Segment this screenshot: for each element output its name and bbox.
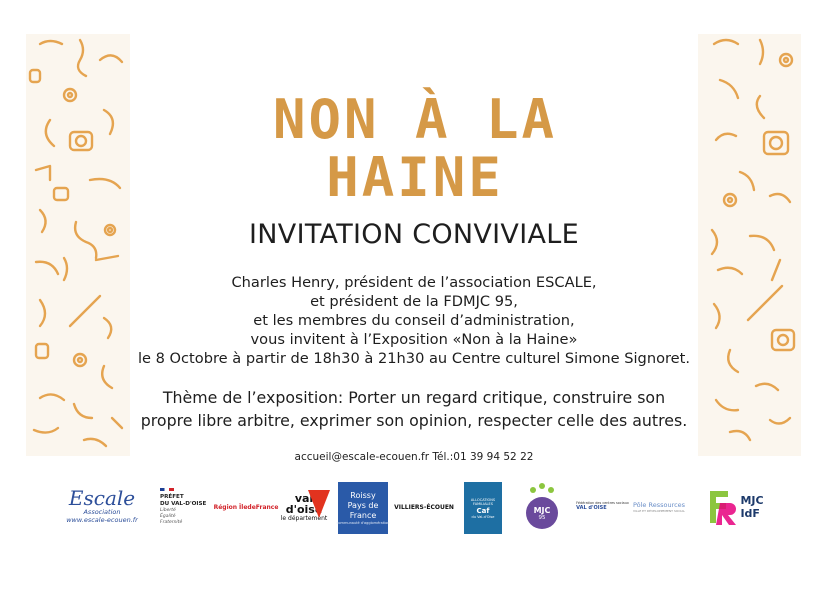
valoise-line-1: val	[294, 492, 314, 505]
roissy-logo	[338, 482, 388, 534]
federation-line-1: Fédération des centres sociaux	[576, 500, 629, 505]
valoise-logo	[276, 488, 332, 528]
roissy-line-4: communauté d'agglomération	[336, 520, 390, 525]
french-flag-icon	[160, 488, 174, 491]
theme-line: propre libre arbitre, exprimer son opinion, respecter celle des autres.	[140, 411, 688, 430]
body-line: et président de la FDMJC 95,	[310, 293, 518, 310]
body-line: Charles Henry, président de l’association ESCALE,	[231, 274, 597, 291]
prefet-line-1: PRÉFET	[160, 494, 184, 500]
escale-website: www.escale-ecouen.fr	[66, 516, 138, 524]
prefet-line-2: DU VAL-D'OISE	[160, 501, 207, 507]
v-shape-icon	[308, 490, 330, 518]
title-logo-line-2: HAINE	[326, 146, 504, 209]
partner-logos	[0, 478, 827, 538]
theme-line: Thème de l’exposition: Porter un regard critique, construire son	[162, 388, 666, 407]
page-title: INVITATION CONVIVIALE	[249, 219, 579, 250]
region-part-1: Région	[213, 503, 238, 511]
escale-name: Escale	[68, 486, 136, 510]
prefet-motto-3: Fraternité	[160, 520, 183, 525]
caf-line-4: du Val-d'Oise	[471, 514, 495, 519]
roissy-line-1: Roissy	[350, 490, 376, 500]
caf-logo	[464, 482, 502, 534]
escale-sub: Association	[83, 508, 121, 516]
roissy-line-2: Pays de	[347, 500, 379, 510]
federation-logo	[574, 492, 628, 520]
prefet-logo	[160, 488, 212, 526]
body-line: vous invitent à l’Exposition «Non à la Haine»	[250, 331, 578, 348]
caf-line-3: Caf	[476, 506, 490, 515]
valoise-line-3: le département	[280, 515, 328, 522]
valoise-line-2: d'oise	[285, 503, 323, 516]
federation-line-2: VAL d'OISE	[576, 505, 607, 512]
caf-line-1: ALLOCATIONS	[470, 497, 496, 502]
mjc95-circle	[526, 497, 558, 529]
body-line: le 8 Octobre à partir de 18h30 à 21h30 au Centre culturel Simone Signoret.	[137, 350, 691, 367]
escale-logo	[60, 488, 144, 524]
roissy-line-3: France	[349, 510, 377, 520]
exhibition-theme	[90, 386, 738, 432]
pole-ressources-logo	[630, 496, 688, 518]
region-logo	[213, 500, 279, 514]
invitation-body	[100, 273, 728, 368]
caf-line-2: FAMILIALES	[473, 502, 493, 506]
prefet-motto-2: Égalité	[160, 514, 176, 519]
frmjc-line-2: IdF	[740, 507, 760, 520]
villiers-logo	[394, 496, 454, 518]
contact-info: accueil@escale-ecouen.fr Tél.:01 39 94 52 22	[294, 451, 534, 463]
region-part-2: ÎledeFrance	[239, 503, 279, 511]
pole-line-2: VILLE ET DÉVELOPPEMENT SOCIAL	[633, 509, 685, 513]
prefet-motto-1: Liberté	[160, 508, 176, 513]
frmjc-line-1: MJC	[740, 494, 764, 507]
title-logo-line-1: NON À LA	[272, 88, 558, 151]
mjc95-logo	[520, 480, 564, 534]
mjc95-line-1: MJC	[533, 505, 551, 515]
dots-icon	[528, 482, 556, 494]
villiers-name: VILLIERS-ÉCOUEN	[394, 503, 454, 511]
pole-line-1: Pôle Ressources	[632, 501, 686, 509]
frmjc-logo	[700, 480, 770, 534]
mjc95-line-2: 95	[538, 514, 546, 521]
body-line: et les membres du conseil d’administration,	[253, 312, 575, 329]
title-logo	[272, 84, 558, 209]
fr-letters-icon	[706, 487, 736, 527]
